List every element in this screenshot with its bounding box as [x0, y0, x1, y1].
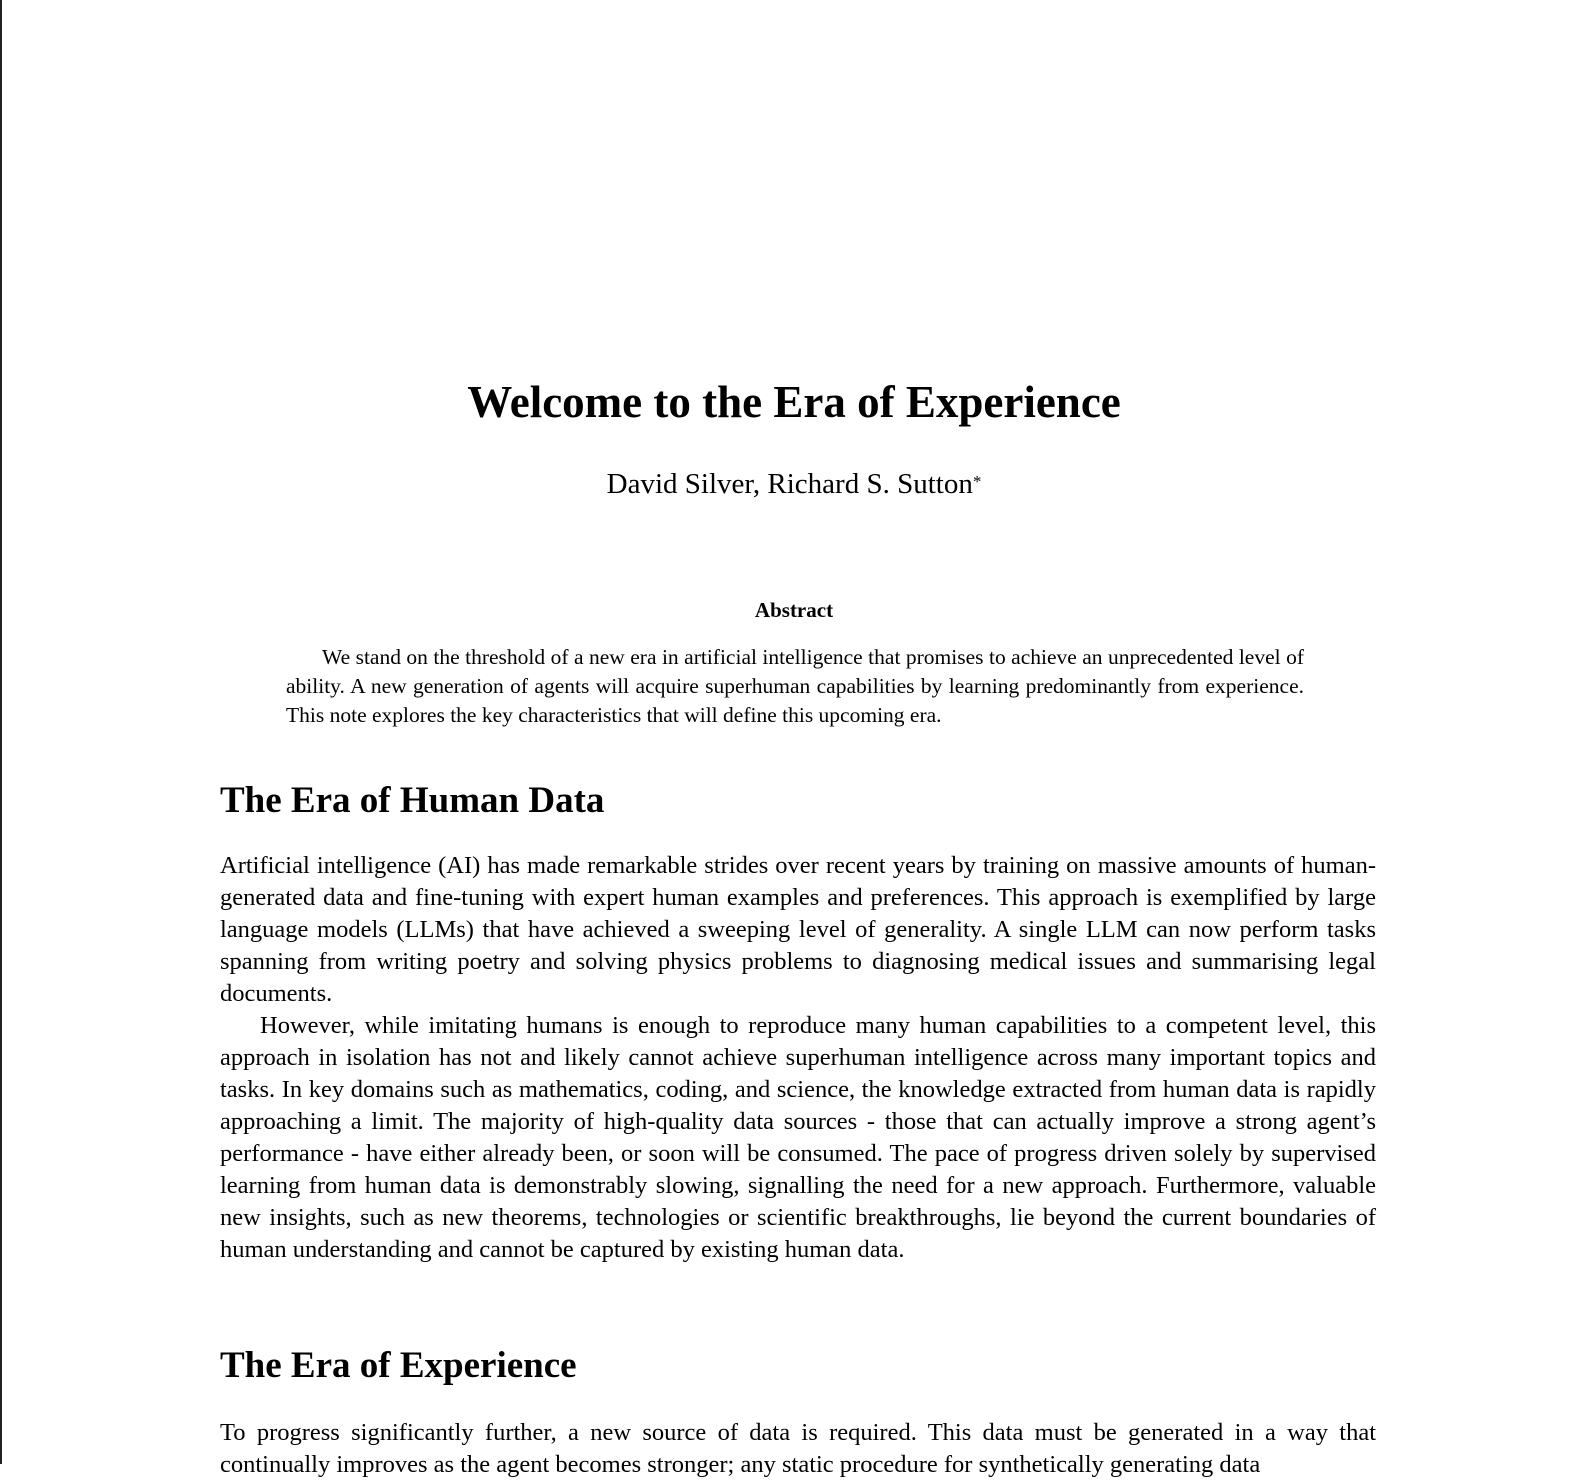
- abstract-heading: Abstract: [754, 598, 834, 622]
- paper-title: Welcome to the Era of Experience: [467, 377, 1121, 427]
- author-footnote-mark: *: [972, 472, 982, 491]
- section-heading-human-data: The Era of Human Data: [220, 780, 605, 821]
- body-paragraph: Artificial intelligence (AI) has made remarkable strides over recent years by training on massive amounts of human-generated data and fine-tuning with expert human examples and preferences. This approach is exemplified by large language models (LLMs) that have achieved a sweeping level of generality. A single LLM can now perform tasks spanning from writing poetry and solving physics problems to diagnosing medical issues and summarising legal documents.: [220, 852, 1376, 1007]
- body-paragraph: To progress significantly further, a new source of data is required. This data must be generated in a way that continually improves as the agent becomes stronger; any static procedure for synthetically generating data: [220, 1419, 1376, 1478]
- author-names: David Silver, Richard S. Sutton: [606, 468, 973, 500]
- body-paragraph: However, while imitating humans is enough to reproduce many human capabilities to a competent level, this approach in isolation has not and likely cannot achieve superhuman intelligence across many important topics and tasks. In key domains such as mathematics, coding, and science, the knowledge extracted from human data is rapidly approaching a limit. The majority of high-quality data sources - those that can actually improve a strong agent’s performance - have either already been, or soon will be consumed. The pace of progress driven solely by supervised learning from human data is demonstrably slowing, signalling the need for a new approach. Furthermore, valuable new insights, such as new theorems, technologies or scientific breakthroughs, lie beyond the current boundaries of human understanding and cannot be captured by existing human data.: [220, 1012, 1376, 1263]
- paper-authors: [0, 466, 1588, 502]
- abstract-text: We stand on the threshold of a new era in artificial intelligence that promises to achieve an unprecedented level of ability. A new generation of agents will acquire superhuman capabilities by learning predominantly from experience. This note explores the key characteristics that will define this upcoming era.: [286, 645, 1304, 727]
- section-heading-experience: The Era of Experience: [220, 1345, 577, 1386]
